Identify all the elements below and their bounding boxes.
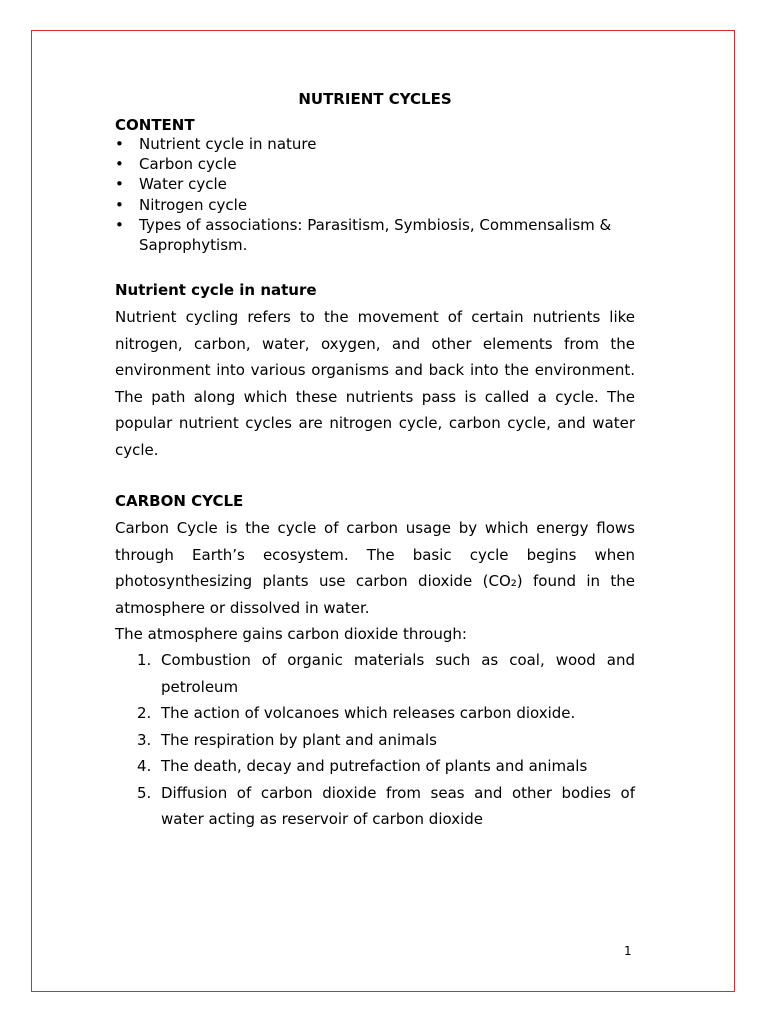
document-title: NUTRIENT CYCLES (298, 90, 452, 108)
list-item-text: Diffusion of carbon dioxide from seas and other bodies of water acting as reservoir of carbon dioxide (161, 783, 635, 828)
list-item-number: 1. (137, 651, 152, 669)
content-item: • Carbon cycle (115, 154, 635, 174)
content-item: • Nitrogen cycle (115, 195, 635, 215)
list-item-text: Combustion of organic materials such as coal, wood and petroleum (161, 651, 635, 696)
content-item: • Water cycle (115, 174, 635, 194)
carbon-sources-list (115, 647, 635, 833)
content-item: • Types of associations: Parasitism, Symbiosis, Commensalism & Saprophytism. (115, 215, 635, 255)
section-paragraph-nutrient-cycle: Nutrient cycling refers to the movement of certain nutrients like nitrogen, carbon, water, oxygen, and other elements from the environment into various organisms and back into the environment. The path along which these nutrients pass is called a cycle. The popular nutrient cycles are nitrogen cycle, carbon cycle, and water cycle. (115, 308, 635, 459)
list-item-number: 4. (137, 757, 152, 775)
list-item (115, 780, 635, 833)
list-item (115, 753, 635, 780)
content-item: • Nutrient cycle in nature (115, 134, 635, 154)
content-heading: CONTENT (115, 116, 195, 134)
list-item-number: 3. (137, 730, 152, 749)
section-paragraph-carbon-cycle: Carbon Cycle is the cycle of carbon usage by which energy flows through Earth’s ecosystem. The basic cycle begins when photosynthesizing plants use carbon dioxide (CO₂) found in the atmosphere or dissolved in water. (115, 519, 635, 617)
content-list (115, 134, 635, 255)
list-item (115, 700, 635, 727)
list-intro: The atmosphere gains carbon dioxide through: (115, 625, 467, 643)
section-heading-nutrient-cycle: Nutrient cycle in nature (115, 281, 317, 299)
page-number: 1 (624, 944, 632, 958)
list-item-number: 2. (137, 704, 152, 722)
list-item-number: 5. (137, 783, 152, 802)
list-item-text: The death, decay and putrefaction of plants and animals (161, 757, 588, 775)
list-item (115, 647, 635, 700)
section-heading-carbon-cycle: CARBON CYCLE (115, 492, 244, 510)
list-item-text: The respiration by plant and animals (161, 730, 437, 749)
list-item (115, 727, 635, 754)
list-item-text: The action of volcanoes which releases carbon dioxide. (161, 704, 576, 722)
